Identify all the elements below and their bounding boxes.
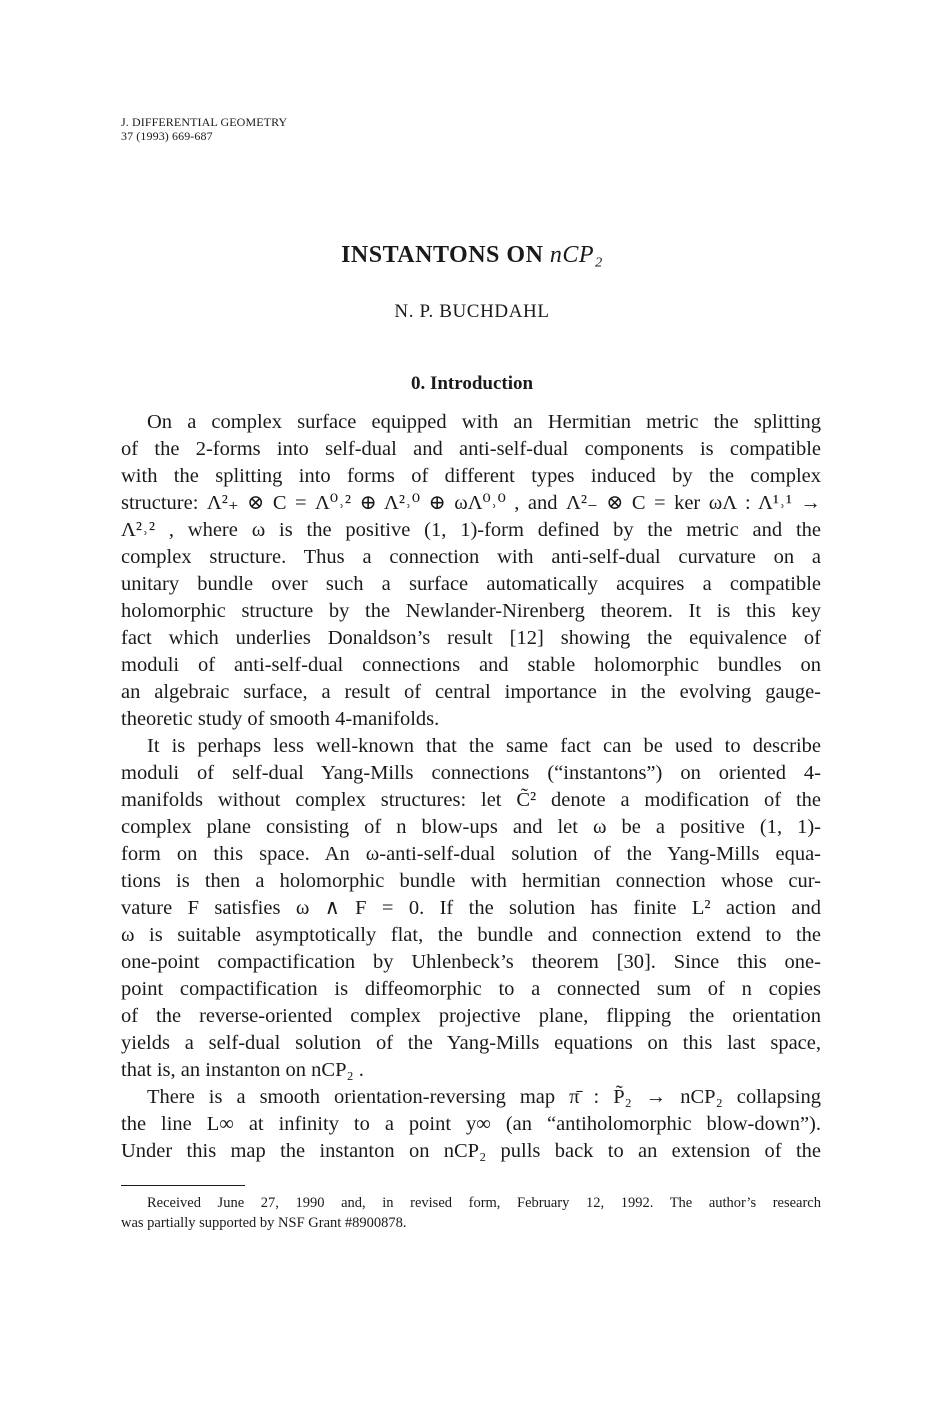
text-line: On a complex surface equipped with an Hermitian metric the splitting xyxy=(147,411,821,433)
text-line: ω is suitable asymptotically flat, the bundle and connection extend to the xyxy=(121,924,821,946)
volume-pages: 37 (1993) 669-687 xyxy=(121,129,213,143)
text-line: moduli of self-dual Yang-Mills connections (“instantons”) on oriented 4- xyxy=(121,762,821,784)
text-line: Λ²˒² , where ω is the positive (1, 1)-form defined by the metric and the xyxy=(121,519,821,541)
footnote-line: Received June 27, 1990 and, in revised form, February 12, 1992. The author’s research xyxy=(147,1195,821,1211)
text-line: complex structure. Thus a connection with anti-self-dual curvature on a xyxy=(121,546,821,568)
text-line: theoretic study of smooth 4-manifolds. xyxy=(121,708,440,730)
text-line: It is perhaps less well-known that the same fact can be used to describe xyxy=(147,735,821,757)
title-text: INSTANTONS ON xyxy=(341,242,544,268)
text-line: of the reverse-oriented complex projective plane, flipping the orientation xyxy=(121,1005,821,1027)
journal-header xyxy=(121,115,287,143)
text-line: tions is then a holomorphic bundle with hermitian connection whose cur- xyxy=(121,870,821,892)
footnote xyxy=(121,1193,821,1233)
text-line: vature F satisfies ω ∧ F = 0. If the solution has finite L² action and xyxy=(121,897,821,919)
text-line: Under this map the instanton on nCP₂ pulls back to an extension of the xyxy=(121,1140,821,1162)
text-line: unitary bundle over such a surface automatically acquires a compatible xyxy=(121,573,821,595)
text-line: yields a self-dual solution of the Yang-Mills equations on this last space, xyxy=(121,1032,821,1054)
journal-name: J. DIFFERENTIAL GEOMETRY xyxy=(121,115,288,129)
text-line: fact which underlies Donaldson’s result [12] showing the equivalence of xyxy=(121,627,821,649)
text-line: an algebraic surface, a result of central importance in the evolving gauge- xyxy=(121,681,821,703)
text-line: structure: Λ²₊ ⊗ C = Λ⁰˒² ⊕ Λ²˒⁰ ⊕ ωΛ⁰˒⁰ , and Λ²₋ ⊗ C = ker ωΛ : Λ¹˒¹ → xyxy=(121,492,821,514)
text-line: that is, an instanton on nCP₂ . xyxy=(121,1059,364,1081)
text-line: moduli of anti-self-dual connections and stable holomorphic bundles on xyxy=(121,654,821,676)
footnote-rule xyxy=(121,1185,245,1186)
title-math: nCP₂ xyxy=(549,242,603,268)
text-line: form on this space. An ω-anti-self-dual solution of the Yang-Mills equa- xyxy=(121,843,821,865)
body-text xyxy=(121,409,821,1165)
text-line: complex plane consisting of n blow-ups and let ω be a positive (1, 1)- xyxy=(121,816,821,838)
text-line: manifolds without complex structures: let C̃² denote a modification of the xyxy=(121,789,821,811)
text-line: with the splitting into forms of different types induced by the complex xyxy=(121,465,821,487)
article-title xyxy=(0,242,944,269)
text-line: There is a smooth orientation-reversing map π̄ : P̃₂ → nCP₂ collapsing xyxy=(147,1086,821,1108)
text-line: holomorphic structure by the Newlander-Nirenberg theorem. It is this key xyxy=(121,600,821,622)
text-line: the line L∞ at infinity to a point y∞ (an “antiholomorphic blow-down”). xyxy=(121,1113,821,1135)
author-name: N. P. BUCHDAHL xyxy=(394,301,550,322)
text-line: of the 2-forms into self-dual and anti-self-dual components is compatible xyxy=(121,438,821,460)
footnote-line: was partially supported by NSF Grant #8900878. xyxy=(121,1215,407,1231)
text-line: one-point compactification by Uhlenbeck’s theorem [30]. Since this one- xyxy=(121,951,821,973)
section-heading: 0. Introduction xyxy=(410,373,534,394)
text-line: point compactification is diffeomorphic to a connected sum of n copies xyxy=(121,978,821,1000)
